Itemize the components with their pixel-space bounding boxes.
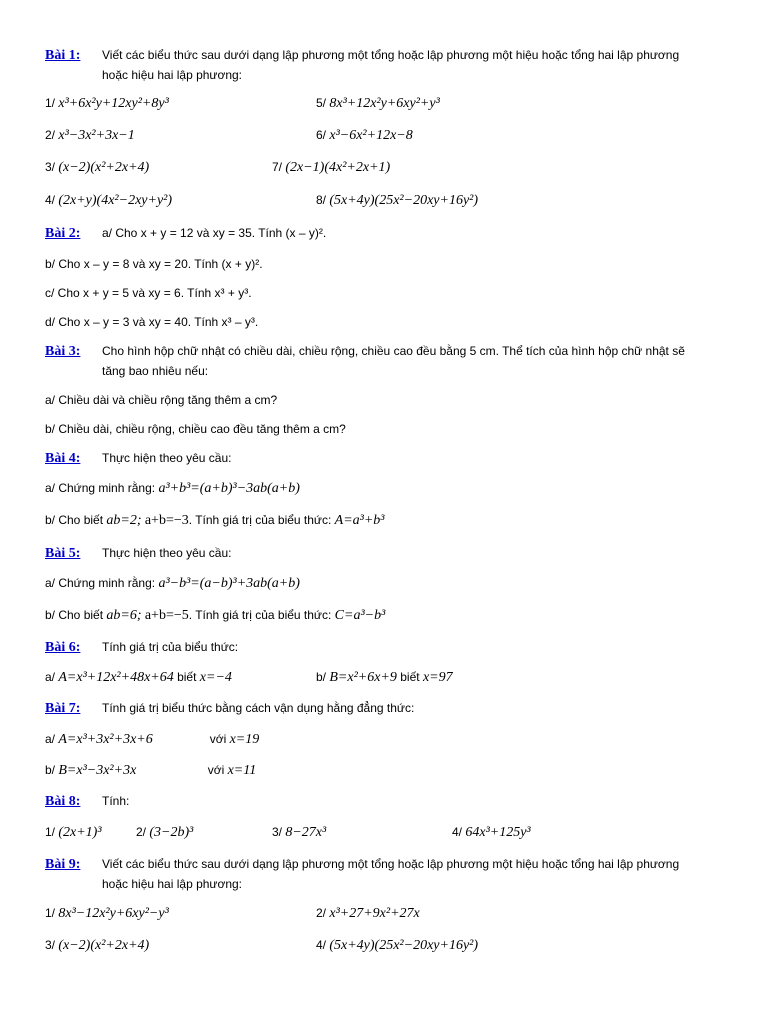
bai1-header xyxy=(45,48,679,64)
bai1-desc-cont: hoặc hiệu hai lập phương: xyxy=(102,68,243,82)
bai8-item-4 xyxy=(452,825,531,841)
bai4-a-expr: a³+b³=(a+b)³−3ab(a+b) xyxy=(158,481,300,496)
bai8-item-3 xyxy=(272,825,326,841)
item-expr: (2x+1)³ xyxy=(58,825,102,840)
bai1-item-4 xyxy=(45,193,172,209)
bai5-desc: Thực hiện theo yêu cầu: xyxy=(102,546,232,560)
item-label: 4/ xyxy=(452,825,463,839)
bai4-header xyxy=(45,451,231,467)
bai7-title: Bài 7: xyxy=(45,701,81,716)
item-label: 8/ xyxy=(316,193,327,207)
bai4-b-text: . Tính giá trị của biểu thức: xyxy=(188,513,332,527)
bai2-c: c/ Cho x + y = 5 và xy = 6. Tính x³ + y³. xyxy=(45,286,252,300)
bai6-b-label: b/ xyxy=(316,670,327,684)
bai9-desc: Viết các biểu thức sau dưới dạng lập phương một tổng hoặc lập phương một hiệu hoặc tổng hai lập phương xyxy=(102,857,680,871)
bai4-title: Bài 4: xyxy=(45,451,81,466)
item-label: 7/ xyxy=(272,160,283,174)
item-label: 4/ xyxy=(45,193,56,207)
item-expr: (x−2)(x²+2x+4) xyxy=(58,938,150,953)
item-expr: 64x³+125y³ xyxy=(465,825,531,840)
bai8-header xyxy=(45,794,129,810)
bai9-desc-cont: hoặc hiệu hai lập phương: xyxy=(102,877,243,891)
bai7-header xyxy=(45,701,414,717)
bai5-a-expr: a³−b³=(a−b)³+3ab(a+b) xyxy=(158,576,300,591)
item-expr: (3−2b)³ xyxy=(149,825,194,840)
item-label: 5/ xyxy=(316,96,327,110)
bai6-a-label: a/ xyxy=(45,670,56,684)
item-expr: x³+6x²y+12xy²+8y³ xyxy=(58,96,169,111)
bai7-b xyxy=(45,763,256,779)
bai6-a-expr: A=x³+12x²+48x+64 xyxy=(58,670,174,685)
bai2-a: a/ Cho x + y = 12 và xy = 35. Tính (x – y)². xyxy=(102,226,327,240)
item-label: 4/ xyxy=(316,938,327,952)
bai6-a xyxy=(45,670,232,686)
bai6-b-expr: B=x²+6x+9 xyxy=(329,670,397,685)
item-expr: (2x−1)(4x²+2x+1) xyxy=(285,160,391,175)
bai9-header xyxy=(45,857,679,873)
bai4-b-cond2: a+b=−3 xyxy=(144,513,189,528)
bai5-b-cond: ab=6; xyxy=(106,608,142,623)
item-label: 3/ xyxy=(45,160,56,174)
bai4-a xyxy=(45,481,300,497)
bai4-b-cond: ab=2; xyxy=(106,513,142,528)
bai3-header xyxy=(45,344,685,360)
bai6-a-cond-word: biết xyxy=(177,670,197,684)
item-label: 1/ xyxy=(45,906,56,920)
bai4-b xyxy=(45,513,385,529)
bai2-d: d/ Cho x – y = 3 và xy = 40. Tính x³ – y³. xyxy=(45,315,259,329)
bai1-item-8 xyxy=(316,193,478,209)
bai6-header xyxy=(45,640,238,656)
item-label: 3/ xyxy=(45,938,56,952)
bai7-b-expr: B=x³−3x²+3x xyxy=(58,763,137,778)
bai8-item-2 xyxy=(136,825,193,841)
item-label: 6/ xyxy=(316,128,327,142)
bai9-item-4 xyxy=(316,938,478,954)
item-expr: (x−2)(x²+2x+4) xyxy=(58,160,150,175)
bai3-b: b/ Chiều dài, chiều rộng, chiều cao đều tăng thêm a cm? xyxy=(45,422,346,436)
item-expr: x³−6x²+12x−8 xyxy=(329,128,413,143)
bai8-title: Bài 8: xyxy=(45,794,81,809)
bai6-b-cond-word: biết xyxy=(400,670,420,684)
bai1-item-5 xyxy=(316,96,440,112)
item-label: 2/ xyxy=(316,906,327,920)
bai6-b-cond: x=97 xyxy=(422,670,453,685)
bai8-item-1 xyxy=(45,825,102,841)
bai2-header xyxy=(45,226,326,242)
item-expr: x³+27+9x²+27x xyxy=(329,906,420,921)
item-label: 3/ xyxy=(272,825,283,839)
bai7-b-cond: x=11 xyxy=(227,763,257,778)
bai3-title: Bài 3: xyxy=(45,344,81,359)
bai6-a-cond: x=−4 xyxy=(199,670,232,685)
bai7-desc: Tính giá trị biểu thức bằng cách vận dụng hằng đẳng thức: xyxy=(102,701,415,715)
bai1-title: Bài 1: xyxy=(45,48,81,63)
bai5-b xyxy=(45,608,385,624)
bai9-item-3 xyxy=(45,938,149,954)
bai5-b-expr: C=a³−b³ xyxy=(334,608,386,623)
bai5-title: Bài 5: xyxy=(45,546,81,561)
item-label: 2/ xyxy=(136,825,147,839)
bai1-item-7 xyxy=(272,160,390,176)
bai7-a-cond: x=19 xyxy=(229,732,260,747)
bai7-a-expr: A=x³+3x²+3x+6 xyxy=(58,732,153,747)
bai4-b-label: b/ Cho biết xyxy=(45,513,104,527)
bai8-desc: Tính: xyxy=(102,794,130,808)
bai7-a xyxy=(45,732,259,748)
item-expr: 8−27x³ xyxy=(285,825,327,840)
bai7-b-with: với xyxy=(207,763,225,777)
bai5-b-label: b/ Cho biết xyxy=(45,608,104,622)
bai5-b-cond2: a+b=−5 xyxy=(144,608,189,623)
bai9-item-2 xyxy=(316,906,420,922)
bai5-a-label: a/ Chứng minh rằng: xyxy=(45,576,156,590)
bai1-item-2 xyxy=(45,128,135,144)
bai1-desc: Viết các biểu thức sau dưới dạng lập phương một tổng hoặc lập phương một hiệu hoặc tổng hai lập phương xyxy=(102,48,680,62)
item-label: 1/ xyxy=(45,825,56,839)
item-expr: (5x+4y)(25x²−20xy+16y²) xyxy=(329,193,479,208)
bai5-b-text: . Tính giá trị của biểu thức: xyxy=(188,608,332,622)
bai7-a-with: với xyxy=(209,732,227,746)
bai6-desc: Tính giá trị của biểu thức: xyxy=(102,640,239,654)
bai5-header xyxy=(45,546,231,562)
item-expr: (2x+y)(4x²−2xy+y²) xyxy=(58,193,173,208)
bai3-desc: Cho hình hộp chữ nhật có chiều dài, chiều rộng, chiều cao đều bằng 5 cm. Thể tích của hình hộp chữ nhật sẽ xyxy=(102,344,685,358)
bai9-title: Bài 9: xyxy=(45,857,81,872)
bai1-item-6 xyxy=(316,128,413,144)
bai3-a: a/ Chiều dài và chiều rộng tăng thêm a cm? xyxy=(45,393,278,407)
item-label: 2/ xyxy=(45,128,56,142)
bai2-b: b/ Cho x – y = 8 và xy = 20. Tính (x + y)². xyxy=(45,257,263,271)
bai4-a-label: a/ Chứng minh rằng: xyxy=(45,481,156,495)
bai4-b-expr: A=a³+b³ xyxy=(334,513,385,528)
bai3-desc-cont: tăng bao nhiêu nếu: xyxy=(102,364,209,378)
bai4-desc: Thực hiện theo yêu cầu: xyxy=(102,451,232,465)
item-label: 1/ xyxy=(45,96,56,110)
bai7-a-label: a/ xyxy=(45,732,56,746)
item-expr: 8x³−12x²y+6xy²−y³ xyxy=(58,906,169,921)
item-expr: (5x+4y)(25x²−20xy+16y²) xyxy=(329,938,479,953)
item-expr: 8x³+12x²y+6xy²+y³ xyxy=(329,96,440,111)
bai6-b xyxy=(316,670,453,686)
bai1-item-3 xyxy=(45,160,149,176)
bai7-b-label: b/ xyxy=(45,763,56,777)
bai2-title: Bài 2: xyxy=(45,226,81,241)
bai6-title: Bài 6: xyxy=(45,640,81,655)
bai9-item-1 xyxy=(45,906,169,922)
bai1-item-1 xyxy=(45,96,169,112)
bai5-a xyxy=(45,576,300,592)
item-expr: x³−3x²+3x−1 xyxy=(58,128,135,143)
